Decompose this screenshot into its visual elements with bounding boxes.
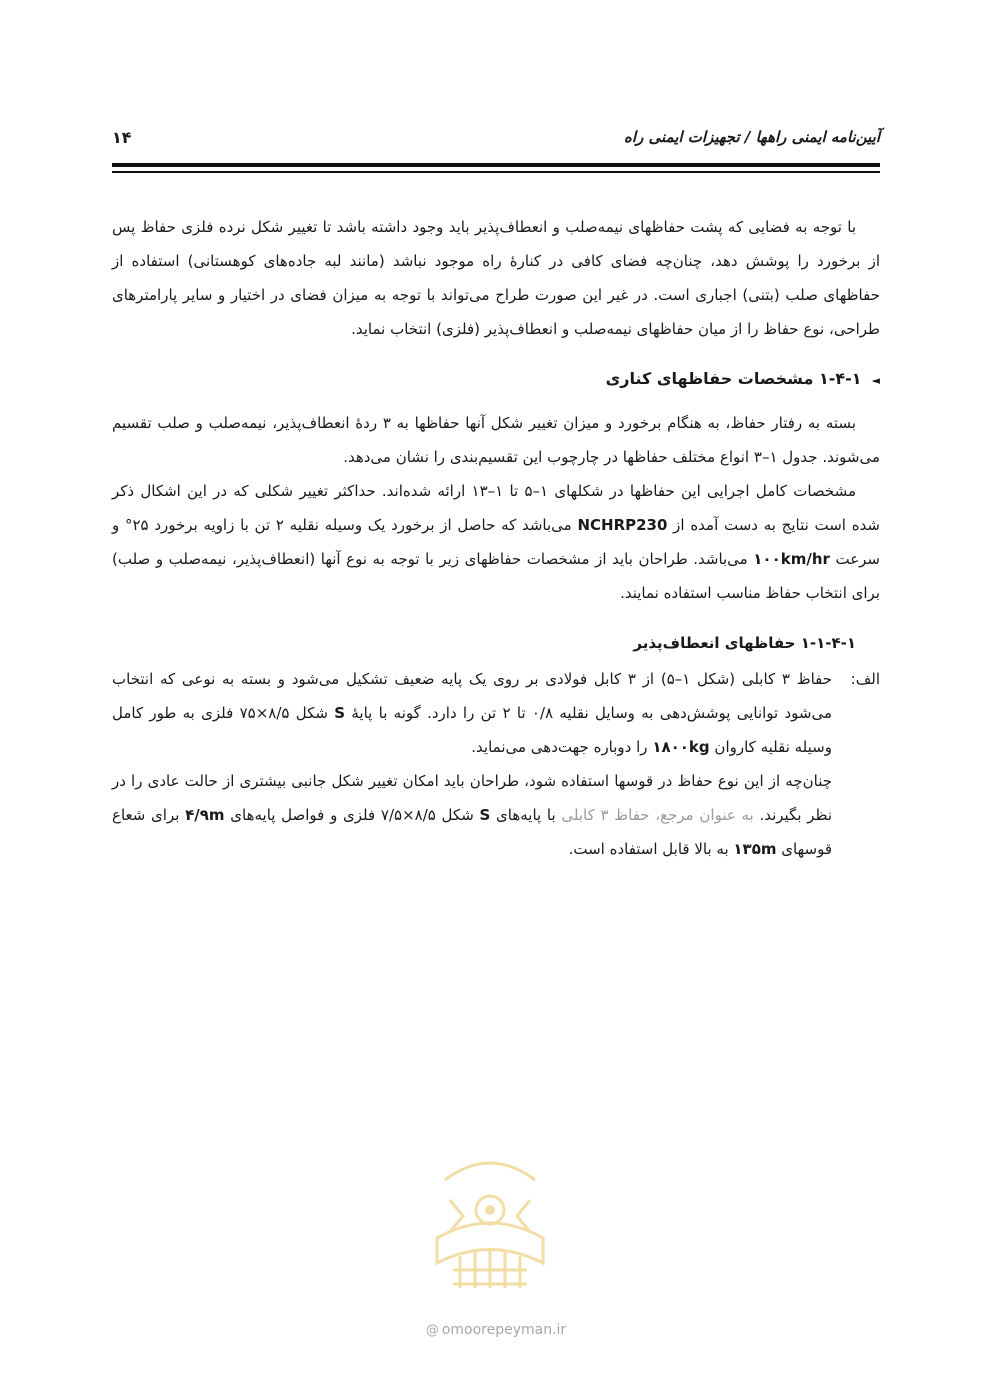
paragraph-2: بسته به رفتار حفاظ، به هنگام برخورد و میزان تغییر شکل آنها حفاظها به ۳ ردهٔ انعطاف‌پذیر، نیمه‌صلب و صلب تقسیم می‌شوند. جدول ۱–۳ انواع مختلف حفاظها در چارچوب این تقسیم‌بندی را نشان می‌دهد. bbox=[112, 414, 880, 466]
section-number: ۱-۴-۱ bbox=[818, 369, 862, 388]
paragraph-4-text-1: چنان‌چه از این نوع حفاظ در قوسها استفاده شود، طراحان باید امکان تغییر شکل جانبی بیشتری از حالت عادی را در نظر بگیرند. bbox=[112, 772, 833, 824]
paragraph-3-text-1: مشخصات کامل اجرایی این حفاظها در شکلهای ۱–۵ تا ۱–۱۳ ارائه شده‌اند. حداکثر تغییر شکلی که در این اشکال ذکر شده است نتایج به دست آمده از bbox=[112, 482, 881, 534]
section-heading bbox=[112, 362, 880, 398]
watermark-logo bbox=[415, 1138, 565, 1298]
list-item-a bbox=[112, 662, 880, 866]
watermark-url bbox=[0, 1322, 992, 1338]
impact-speed: ۱۰۰km/hr bbox=[753, 550, 830, 568]
at-icon: @ bbox=[425, 1323, 439, 1338]
triangle-bullet-icon: ◄ bbox=[871, 374, 880, 387]
nchrp-reference: NCHRP230 bbox=[577, 516, 668, 534]
item-a-bold-weight: ۱۸۰۰kg bbox=[652, 738, 710, 756]
paragraph-3-text-3: و سرعت bbox=[112, 516, 880, 568]
paragraph-3-text-4: می‌باشد. طراحان باید از مشخصات حفاظهای زیر با توجه به نوع آنها (انعطاف‌پذیر، نیمه‌صلب و صلب) برای انتخاب حفاظ مناسب استفاده نمایند. bbox=[112, 550, 880, 602]
paragraph-4-text-5: به بالا قابل استفاده است. bbox=[568, 840, 734, 858]
paragraph-3-text-2: می‌باشد که حاصل از برخورد یک وسیله نقلیه ۲ تن با زاویه برخورد bbox=[148, 516, 578, 534]
section-title: مشخصات حفاظهای کناری bbox=[605, 369, 814, 388]
post-spacing: ۴/۹m bbox=[185, 806, 225, 824]
item-a-text-1: حفاظ ۳ کابلی (شکل ۱–۵) از ۳ کابل فولادی بر روی یک پایه ضعیف تشکیل می‌شود و بسته به نوعی که انتخاب می‌شود توانایی پوشش‌دهی به وسایل نقلیه ۰/۸ تا ۲ تن را دارد. گونه با پایهٔ bbox=[112, 670, 833, 722]
page-header bbox=[112, 128, 880, 152]
paragraph-4-text-2: با پایه‌های bbox=[490, 806, 562, 824]
paragraph-4-text-3: شکل ۸/۵×۷/۵ فلزی و فواصل پایه‌های bbox=[224, 806, 480, 824]
curve-radius: ۱۳۵m bbox=[733, 840, 777, 858]
header-rule-thick bbox=[112, 163, 880, 167]
paragraph-1: با توجه به فضایی که پشت حفاظهای نیمه‌صلب و انعطاف‌پذیر باید وجود داشته باشد تا تغییر شکل نرده فلزی حفاظ پس از برخورد را پوشش دهد، چنان‌چه فضای کافی در کنارهٔ راه موجود نباشد (مانند لبه جاده‌های کوهستانی) استفاده از حفاظهای صلب (بتنی) اجباری است. در غیر این صورت طراح می‌تواند با توجه به میزان فضای در اختیار و سایر پارامترهای طراحی، نوع حفاظ را از میان حفاظهای نیمه‌صلب و انعطاف‌پذیر (فلزی) انتخاب نماید. bbox=[112, 218, 880, 338]
item-a-text bbox=[112, 662, 832, 764]
paragraph-4-bold-s: S bbox=[479, 806, 491, 824]
subsection-title: حفاظهای انعطاف‌پذیر bbox=[633, 634, 796, 652]
header-rule-thin bbox=[112, 171, 880, 173]
paragraph-4 bbox=[112, 764, 832, 866]
subsection-number: ۱-۱-۴-۱ bbox=[800, 634, 856, 652]
main-content bbox=[112, 210, 880, 866]
impact-angle: ۲۵° bbox=[124, 516, 149, 534]
paragraph-4-text-4: برای شعاع قوسهای bbox=[112, 806, 832, 858]
page-number: ۱۴ bbox=[112, 128, 132, 147]
item-a-bold-s: S bbox=[334, 704, 346, 722]
item-a-text-3: را دوباره جهت‌دهی می‌نماید. bbox=[471, 738, 653, 756]
running-title: آیین‌نامه ایمنی راهها / تجهیزات ایمنی راه bbox=[624, 128, 880, 146]
subsection-heading bbox=[112, 626, 856, 660]
item-label: الف: bbox=[850, 670, 880, 688]
paragraph-3 bbox=[112, 474, 880, 610]
paragraph-4-faded: به عنوان مرجع، حفاظ ۳ کابلی bbox=[561, 806, 760, 824]
item-a-text-2: شکل ۸/۵×۷۵ فلزی به طور کامل وسیله نقلیه کاروان bbox=[112, 704, 832, 756]
watermark-url-text: omoorepeyman.ir bbox=[441, 1322, 567, 1338]
